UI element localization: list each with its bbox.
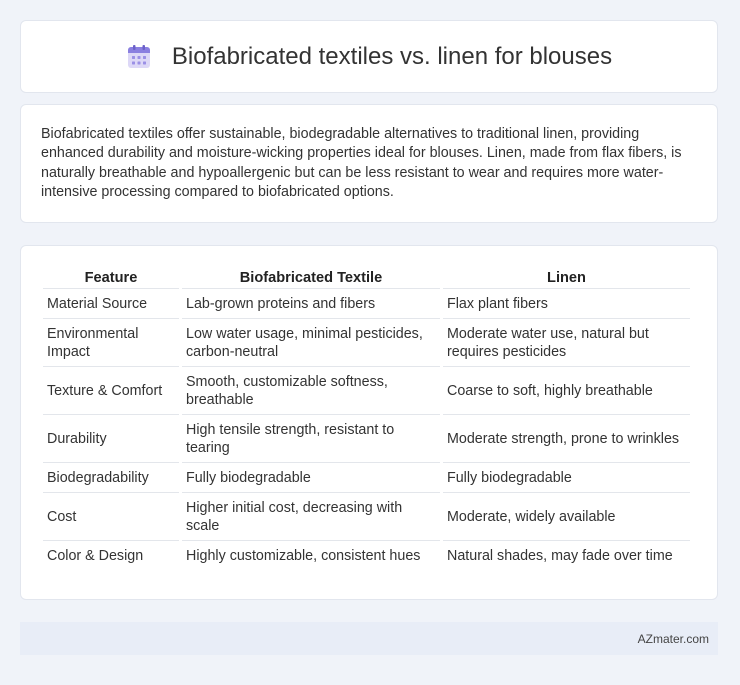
biofabricated-cell: Higher initial cost, decreasing with scale [182, 493, 440, 541]
table-row [43, 367, 690, 415]
table-row [43, 289, 690, 319]
biofabricated-cell: Fully biodegradable [182, 463, 440, 493]
table-row [43, 319, 690, 367]
feature-cell: Durability [43, 415, 179, 463]
column-header-biofabricated: Biofabricated Textile [182, 266, 440, 289]
biofabricated-cell: Lab-grown proteins and fibers [182, 289, 440, 319]
calendar-icon [126, 44, 152, 70]
column-header-linen: Linen [443, 266, 690, 289]
footer-bar [20, 622, 718, 655]
table-row [43, 415, 690, 463]
feature-cell: Cost [43, 493, 179, 541]
comparison-table [40, 266, 693, 570]
linen-cell: Coarse to soft, highly breathable [443, 367, 690, 415]
feature-cell: Environmental Impact [43, 319, 179, 367]
table-row [43, 541, 690, 570]
feature-cell: Color & Design [47, 548, 144, 564]
linen-cell: Natural shades, may fade over time [447, 548, 673, 564]
linen-cell: Moderate strength, prone to wrinkles [443, 415, 690, 463]
feature-cell: Texture & Comfort [43, 367, 179, 415]
linen-cell: Fully biodegradable [443, 463, 690, 493]
linen-cell: Moderate, widely available [443, 493, 690, 541]
linen-cell: Moderate water use, natural but requires pesticides [443, 319, 690, 367]
table-row [43, 463, 690, 493]
biofabricated-cell: Highly customizable, consistent hues [186, 548, 421, 564]
title-card [20, 20, 718, 93]
summary-card [20, 104, 718, 223]
linen-cell: Flax plant fibers [443, 289, 690, 319]
footer-brand: AZmater.com [637, 631, 709, 646]
page-title-text: Biofabricated textiles vs. linen for blouses [171, 42, 613, 70]
biofabricated-cell: High tensile strength, resistant to tearing [182, 415, 440, 463]
column-header-feature: Feature [43, 266, 179, 289]
comparison-table-card [20, 245, 718, 600]
feature-cell: Biodegradability [43, 463, 179, 493]
biofabricated-cell: Smooth, customizable softness, breathable [182, 367, 440, 415]
table-header-row [43, 266, 690, 289]
summary-text: Biofabricated textiles offer sustainable, biodegradable alternatives to traditional linen, providing enhanced durability and moisture-wicking properties ideal for blouses. Linen, made from flax fibers, is naturally breathable and hypoallergenic but can be less resistant to wear and requires more water-intensive processing compared to biofabricated options. [41, 126, 682, 201]
page-title [126, 43, 612, 71]
biofabricated-cell: Low water usage, minimal pesticides, carbon-neutral [182, 319, 440, 367]
table-row [43, 493, 690, 541]
feature-cell: Material Source [43, 289, 179, 319]
